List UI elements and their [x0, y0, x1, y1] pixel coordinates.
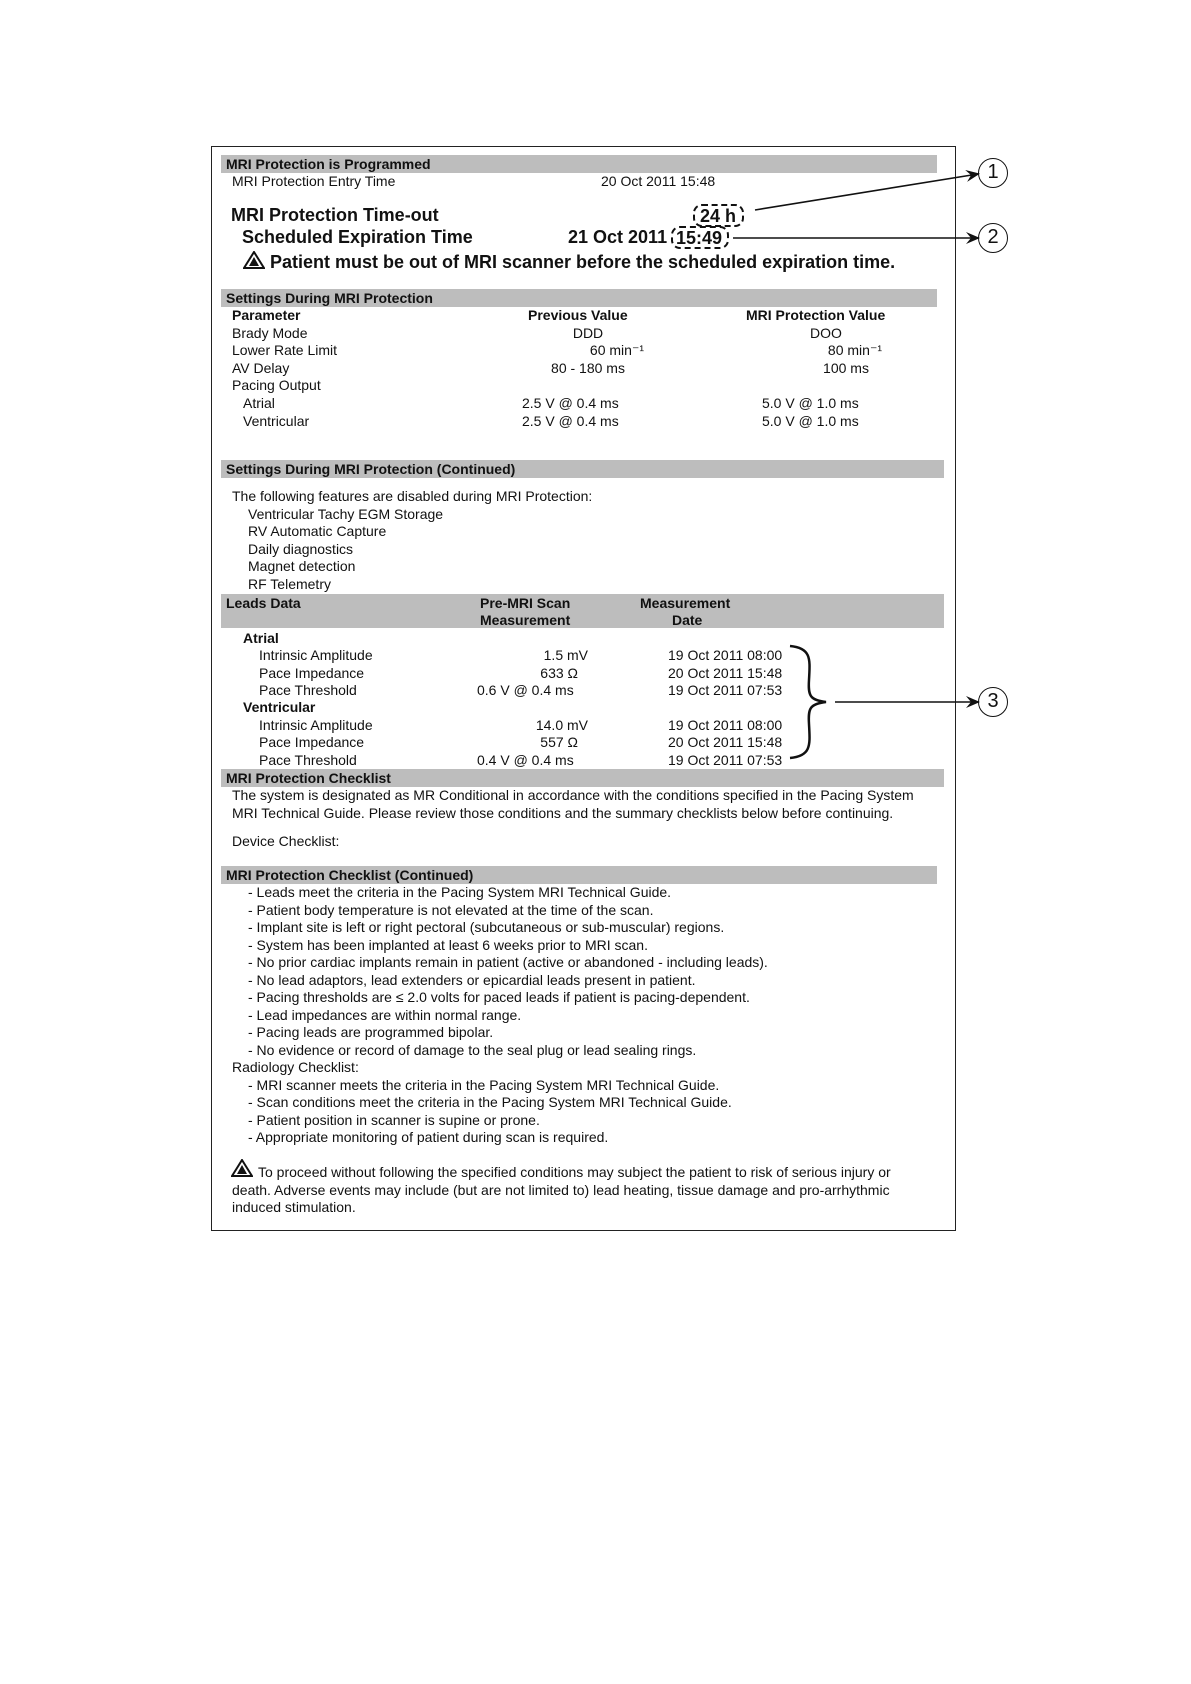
- mri-brady-mode: DOO: [810, 325, 842, 341]
- radiology-item: - Scan conditions meet the criteria in the Pacing System MRI Technical Guide.: [248, 1094, 732, 1110]
- device-item: - Pacing thresholds are ≤ 2.0 volts for paced leads if patient is pacing-dependent.: [248, 989, 750, 1005]
- timeout-value: 24 h: [700, 206, 737, 226]
- device-item: - No prior cardiac implants remain in patient (active or abandoned - including leads).: [248, 954, 768, 970]
- disabled-feature: RV Automatic Capture: [248, 523, 387, 539]
- col-previous-value: Previous Value: [528, 307, 628, 323]
- disabled-feature: Ventricular Tachy EGM Storage: [248, 506, 444, 522]
- mri-av-delay: 100 ms: [823, 360, 869, 376]
- lead-value: 0.4 V @ 0.4 ms: [477, 752, 574, 768]
- mri-lower-rate: 80 min⁻¹: [827, 342, 882, 358]
- lead-label: Pace Impedance: [259, 665, 365, 681]
- lead-date: 19 Oct 2011 08:00: [668, 717, 783, 733]
- lead-value: 633 Ω: [540, 665, 578, 681]
- col-pre-mri-2: Measurement: [480, 612, 571, 628]
- disabled-feature: RF Telemetry: [248, 576, 331, 592]
- section-title: MRI Protection Checklist: [226, 770, 391, 786]
- device-item: - System has been implanted at least 6 weeks prior to MRI scan.: [248, 937, 648, 953]
- expiry-label: Scheduled Expiration Time: [242, 227, 473, 247]
- disabled-features-intro: The following features are disabled during MRI Protection:: [232, 488, 593, 504]
- callout-3: 3: [978, 687, 1008, 717]
- prev-atrial: 2.5 V @ 0.4 ms: [522, 395, 619, 411]
- param-brady-mode: Brady Mode: [232, 325, 308, 341]
- device-item: - Patient body temperature is not elevated at the time of the scan.: [248, 902, 654, 918]
- col-date-2: Date: [672, 612, 703, 628]
- lead-date: 19 Oct 2011 07:53: [668, 752, 783, 768]
- col-parameter: Parameter: [232, 307, 301, 323]
- device-item: - No evidence or record of damage to the seal plug or lead sealing rings.: [248, 1042, 697, 1058]
- checklist-text: The system is designated as MR Conditional in accordance with the conditions specified in the Pacing System: [232, 787, 914, 803]
- prev-lower-rate: 60 min⁻¹: [589, 342, 644, 358]
- device-item: - Pacing leads are programmed bipolar.: [248, 1024, 494, 1040]
- col-pre-mri-1: Pre-MRI Scan: [480, 595, 571, 611]
- col-mri-value: MRI Protection Value: [746, 307, 886, 323]
- section-title: Settings During MRI Protection (Continued): [226, 461, 516, 477]
- section-title: Settings During MRI Protection: [226, 290, 433, 306]
- device-item: - No lead adaptors, lead extenders or epicardial leads present in patient.: [248, 972, 696, 988]
- leads-brace: [790, 646, 826, 758]
- final-warning-line: death. Adverse events may include (but are not limited to) lead heating, tissue damage and pro-arrhythmic: [232, 1182, 890, 1198]
- section-title: MRI Protection Checklist (Continued): [226, 867, 474, 883]
- expiry-time: 15:49: [676, 228, 723, 248]
- lead-label: Pace Impedance: [259, 734, 365, 750]
- col-date-1: Measurement: [640, 595, 731, 611]
- leads-group-atrial: Atrial: [243, 630, 279, 646]
- entry-time-label: MRI Protection Entry Time: [232, 173, 396, 189]
- radiology-item: - Patient position in scanner is supine or prone.: [248, 1112, 540, 1128]
- mri-atrial: 5.0 V @ 1.0 ms: [762, 395, 859, 411]
- device-item: - Leads meet the criteria in the Pacing System MRI Technical Guide.: [248, 884, 672, 900]
- final-warning-line: induced stimulation.: [232, 1199, 356, 1215]
- callout-2: 2: [978, 223, 1008, 253]
- disabled-feature: Magnet detection: [248, 558, 356, 574]
- section-title: MRI Protection is Programmed: [226, 156, 431, 172]
- callout-1-arrow: [755, 174, 978, 210]
- callout-1: 1: [978, 158, 1008, 188]
- section-title: Leads Data: [226, 595, 301, 611]
- mri-ventricular: 5.0 V @ 1.0 ms: [762, 413, 859, 429]
- lead-value: 0.6 V @ 0.4 ms: [477, 682, 574, 698]
- disabled-feature: Daily diagnostics: [248, 541, 354, 557]
- expiry-date: 21 Oct 2011: [568, 227, 668, 247]
- device-checklist-label: Device Checklist:: [232, 833, 340, 849]
- param-av-delay: AV Delay: [232, 360, 290, 376]
- device-item: - Lead impedances are within normal range.: [248, 1007, 522, 1023]
- lead-date: 20 Oct 2011 15:48: [668, 734, 783, 750]
- param-pacing-output: Pacing Output: [232, 377, 321, 393]
- final-warning-line: To proceed without following the specified conditions may subject the patient to risk of serious injury or: [258, 1164, 891, 1180]
- checklist-text: MRI Technical Guide. Please review those conditions and the summary checklists below before continuing.: [232, 805, 894, 821]
- device-item: - Implant site is left or right pectoral (subcutaneous or sub-muscular) regions.: [248, 919, 725, 935]
- radiology-item: - MRI scanner meets the criteria in the Pacing System MRI Technical Guide.: [248, 1077, 720, 1093]
- lead-label: Pace Threshold: [259, 682, 357, 698]
- lead-date: 20 Oct 2011 15:48: [668, 665, 783, 681]
- radiology-checklist-label: Radiology Checklist:: [232, 1059, 359, 1075]
- lead-date: 19 Oct 2011 08:00: [668, 647, 783, 663]
- lead-value: 557 Ω: [540, 734, 578, 750]
- prev-ventricular: 2.5 V @ 0.4 ms: [522, 413, 619, 429]
- lead-label: Pace Threshold: [259, 752, 357, 768]
- lead-value: 1.5 mV: [543, 647, 588, 663]
- timeout-label: MRI Protection Time-out: [231, 205, 439, 225]
- radiology-item: - Appropriate monitoring of patient during scan is required.: [248, 1129, 609, 1145]
- lead-label: Intrinsic Amplitude: [259, 717, 373, 733]
- param-ventricular: Ventricular: [243, 413, 310, 429]
- lead-value: 14.0 mV: [535, 717, 588, 733]
- prev-av-delay: 80 - 180 ms: [551, 360, 625, 376]
- expiry-warning: Patient must be out of MRI scanner before the scheduled expiration time.: [270, 252, 896, 272]
- lead-date: 19 Oct 2011 07:53: [668, 682, 783, 698]
- param-atrial: Atrial: [243, 395, 275, 411]
- leads-group-ventricular: Ventricular: [243, 699, 316, 715]
- param-lower-rate: Lower Rate Limit: [232, 342, 338, 358]
- entry-time-value: 20 Oct 2011 15:48: [601, 173, 716, 189]
- lead-label: Intrinsic Amplitude: [259, 647, 373, 663]
- prev-brady-mode: DDD: [572, 325, 604, 341]
